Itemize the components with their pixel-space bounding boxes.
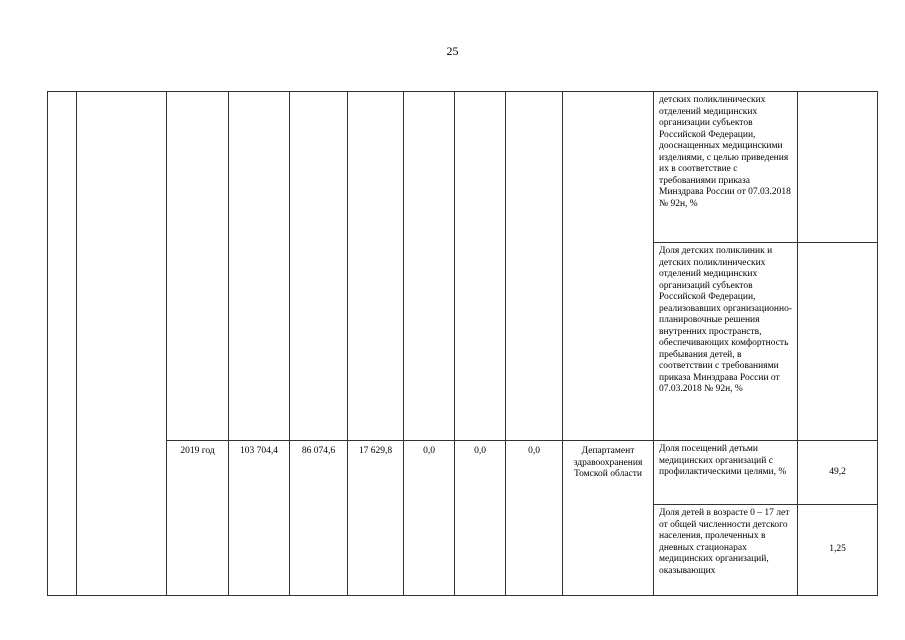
indicator-value: 49,2 xyxy=(798,441,878,505)
indicator-value: 1,25 xyxy=(798,505,878,596)
cell-col7-empty xyxy=(506,92,563,441)
cell-year-empty xyxy=(167,92,229,441)
indicator-value xyxy=(798,243,878,441)
col7-cell: 0,0 xyxy=(506,441,563,596)
cell-total-empty xyxy=(229,92,290,441)
indicator-text: Доля детей в возрасте 0 – 17 лет от общей численности детского населения, пролеченных в дневных стационарах медицинских организаций, оказывающих xyxy=(654,505,798,596)
responsible-cell: Департамент здравоохранения Томской области xyxy=(563,441,654,596)
indicator-text: детских поликлинических отделений медицинских организации субъектов Российской Федерации, дооснащенных медицинскими изделиями, с целью приведения их в соответствие с требованиями приказа Минздрава России от 07.03.2018 № 92н, % xyxy=(654,92,798,243)
indicator-text: Доля детских поликлиник и детских поликлинических отделений медицинских организаций субъектов Российской Федерации, реализовавших организационно-планировочные решения внутренних пространств, обеспечивающих комфортность пребывания детей, в соответствии с требованиями приказа Минздрава России от 07.03.2018 № 92н, % xyxy=(654,243,798,441)
page-number: 25 xyxy=(446,44,459,58)
year-cell: 2019 год xyxy=(167,441,229,596)
cell-regional-empty xyxy=(348,92,404,441)
cell-federal-empty xyxy=(290,92,348,441)
regional-cell: 17 629,8 xyxy=(348,441,404,596)
cell-col6-empty xyxy=(455,92,506,441)
indicator-value xyxy=(798,92,878,243)
table-row xyxy=(48,441,878,505)
total-cell: 103 704,4 xyxy=(229,441,290,596)
cell-task xyxy=(77,92,167,596)
cell-number xyxy=(48,92,77,596)
indicator-text: Доля посещений детьми медицинских организаций с профилактическими целями, % xyxy=(654,441,798,505)
col5-cell: 0,0 xyxy=(404,441,455,596)
cell-col5-empty xyxy=(404,92,455,441)
federal-cell: 86 074,6 xyxy=(290,441,348,596)
cell-responsible-empty xyxy=(563,92,654,441)
table-row xyxy=(48,92,878,243)
col6-cell: 0,0 xyxy=(455,441,506,596)
program-table xyxy=(47,91,878,596)
